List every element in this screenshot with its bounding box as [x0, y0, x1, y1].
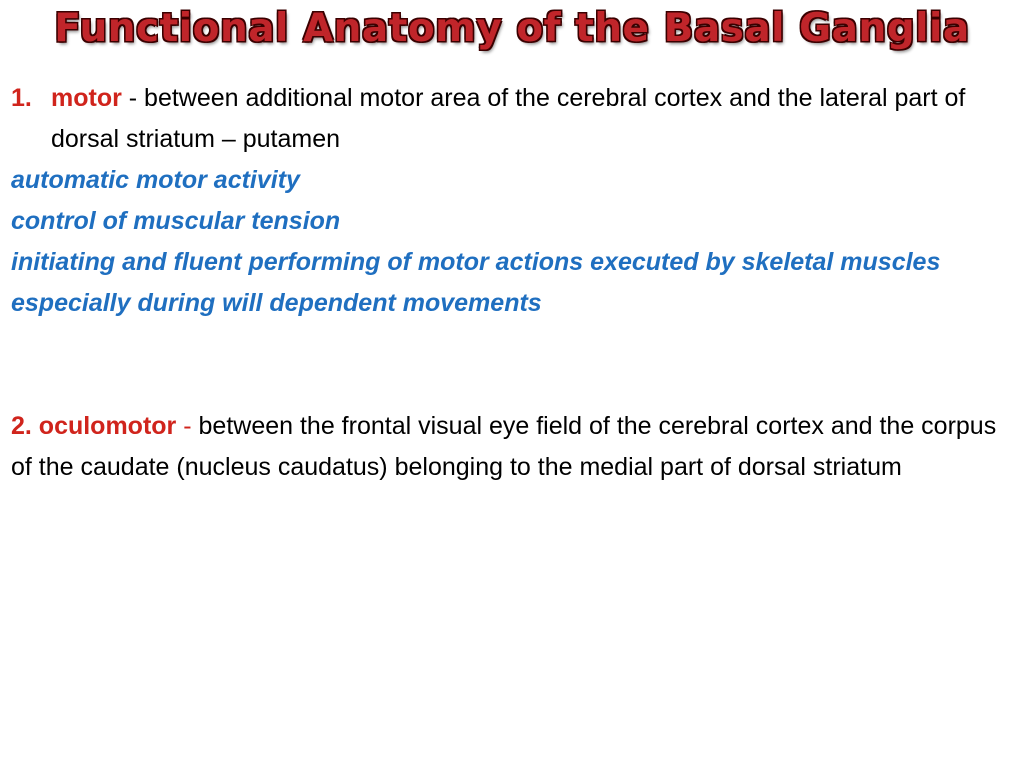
item-number: 1.	[11, 84, 32, 112]
slide-title: Functional Anatomy of the Basal Ganglia	[54, 6, 970, 51]
motor-description: - between additional motor area of the cerebral cortex and the lateral part of dorsal striatum – putamen	[51, 84, 966, 153]
oculomotor-description: between the frontal visual eye field of the cerebral cortex and the corpus of the caudate (nucleus caudatus) belonging to the medial part of dorsal striatum	[11, 412, 997, 481]
list-item-motor	[11, 78, 1011, 160]
spacer	[11, 324, 1011, 406]
function-line: control of muscular tension	[11, 207, 341, 235]
term-dash: -	[176, 412, 199, 440]
function-line: automatic motor activity	[11, 166, 300, 194]
term-oculomotor: 2. oculomotor	[11, 412, 177, 440]
function-line: initiating and fluent performing of motor actions executed by skeletal muscles especially during will dependent movements	[11, 248, 941, 317]
list-item-oculomotor	[11, 406, 1011, 488]
slide-body	[11, 78, 1011, 488]
term-motor: motor	[51, 84, 122, 112]
